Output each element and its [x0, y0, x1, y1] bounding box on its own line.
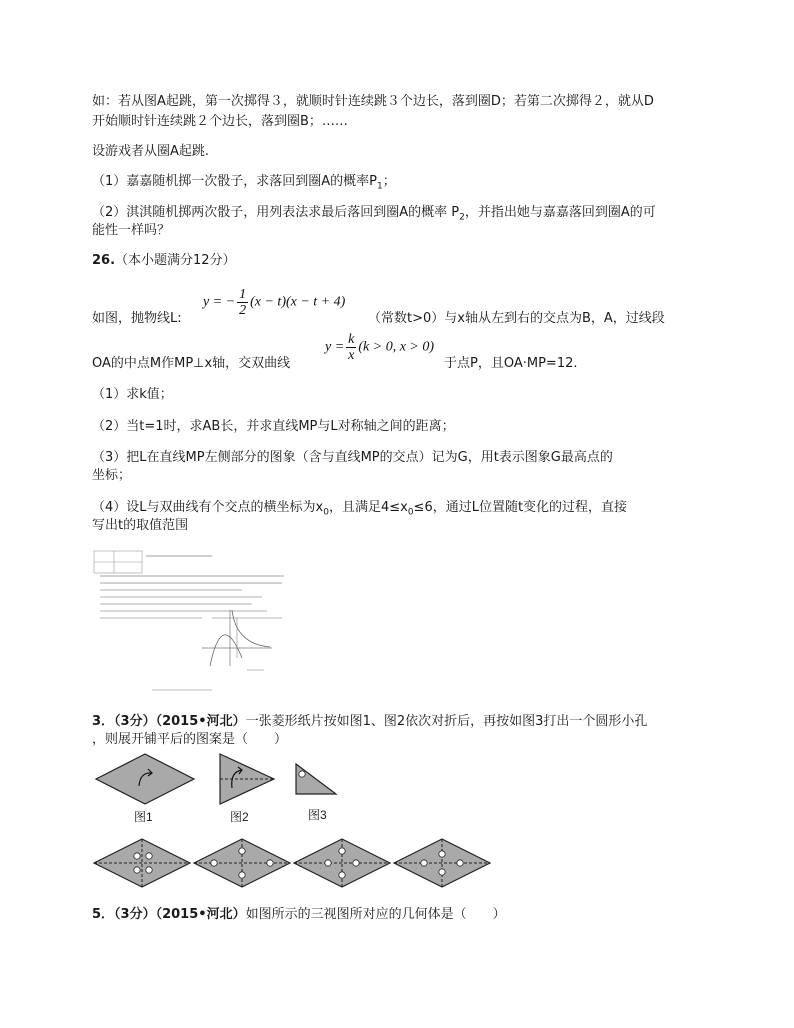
q3-line1: 3．（3分）（2015•河北）一张菱形纸片按如图1、图2依次对折后，再按如图3打出一个圆形小孔: [92, 714, 648, 729]
q25-part1: （1）嘉嘉随机掷一次骰子，求落回到圈A的概率$P_1$；: [92, 174, 396, 192]
q3-figure-2-label: 图2: [230, 810, 249, 824]
q26-line2-a: OA的中点M作MP⊥x轴，交双曲线: [92, 356, 291, 371]
q26-part4-line2: 写出t的取值范围: [92, 518, 189, 533]
q26-parabola-formula: y = − $\frac{1}{2}$ (x − t)(x − t + 4): [203, 287, 346, 318]
q3-figure-3-folded-with-hole: [294, 762, 338, 796]
q3-option-c-figure[interactable]: [292, 837, 392, 889]
q25-setup: 设游戏者从圈A起跳.: [92, 144, 210, 159]
q3-option-a-figure[interactable]: [92, 837, 192, 889]
q26-heading: 26.（本小题满分12分）: [92, 253, 236, 268]
q3-option-d-figure[interactable]: [392, 837, 492, 889]
q26-part3-line1: （3）把L在直线MP左侧部分的图象（含与直线MP的交点）记为G，用t表示图象G最高点的: [92, 450, 613, 465]
q3-figure-3-label: 图3: [308, 808, 327, 822]
q3-figure-2-triangle: [218, 752, 276, 807]
q3-figure-1-label: 图1: [134, 810, 153, 824]
q3-option-b-figure[interactable]: [192, 837, 292, 889]
q25-example-line2: 开始顺时针连续跳２个边长，落到圈B；……: [92, 114, 348, 129]
q26-line1-b: （常数t>0）与x轴从左到右的交点为B，A，过线段: [368, 311, 665, 326]
q26-line1-a: 如图，抛物线L:: [92, 311, 182, 326]
q25-part2-line2: 能性一样吗？: [92, 223, 171, 238]
q25-example-line1: 如：若从图A起跳，第一次掷得３，就顺时针连续跳３个边长，落到圈D；若第二次掷得２，就从D: [92, 94, 654, 109]
q3-figure-1-rhombus: [94, 752, 196, 807]
q3-line2: ，则展开铺平后的图案是（ ）: [92, 732, 288, 747]
q25-part2-line1: （2）淇淇随机掷两次骰子，用列表法求最后落回到圈A的概率 $P_2$，并指出她与嘉嘉落回到圈A的可: [92, 205, 656, 223]
q26-part1: （1）求k值；: [92, 387, 173, 402]
q26-part2: （2）当t=1时，求AB长，并求直线MP与L对称轴之间的距离；: [92, 419, 455, 434]
q26-line2-b: 于点P，且OA·MP=12.: [444, 356, 578, 371]
q26-hyperbola-formula: y = $\frac{k}{x}$ (k > 0, x > 0): [325, 332, 435, 363]
q26-part4-line1: （4）设L与双曲线有个交点的横坐标为$x_0$，且满足$4\le x_0\le 6$，通过L位置随t变化的过程，直接: [92, 500, 628, 518]
q5-line: 5．（3分）（2015•河北）如图所示的三视图所对应的几何体是（ ）: [92, 907, 506, 922]
problem-thumbnail-image: [92, 548, 288, 693]
q26-part3-line2: 坐标；: [92, 468, 132, 483]
